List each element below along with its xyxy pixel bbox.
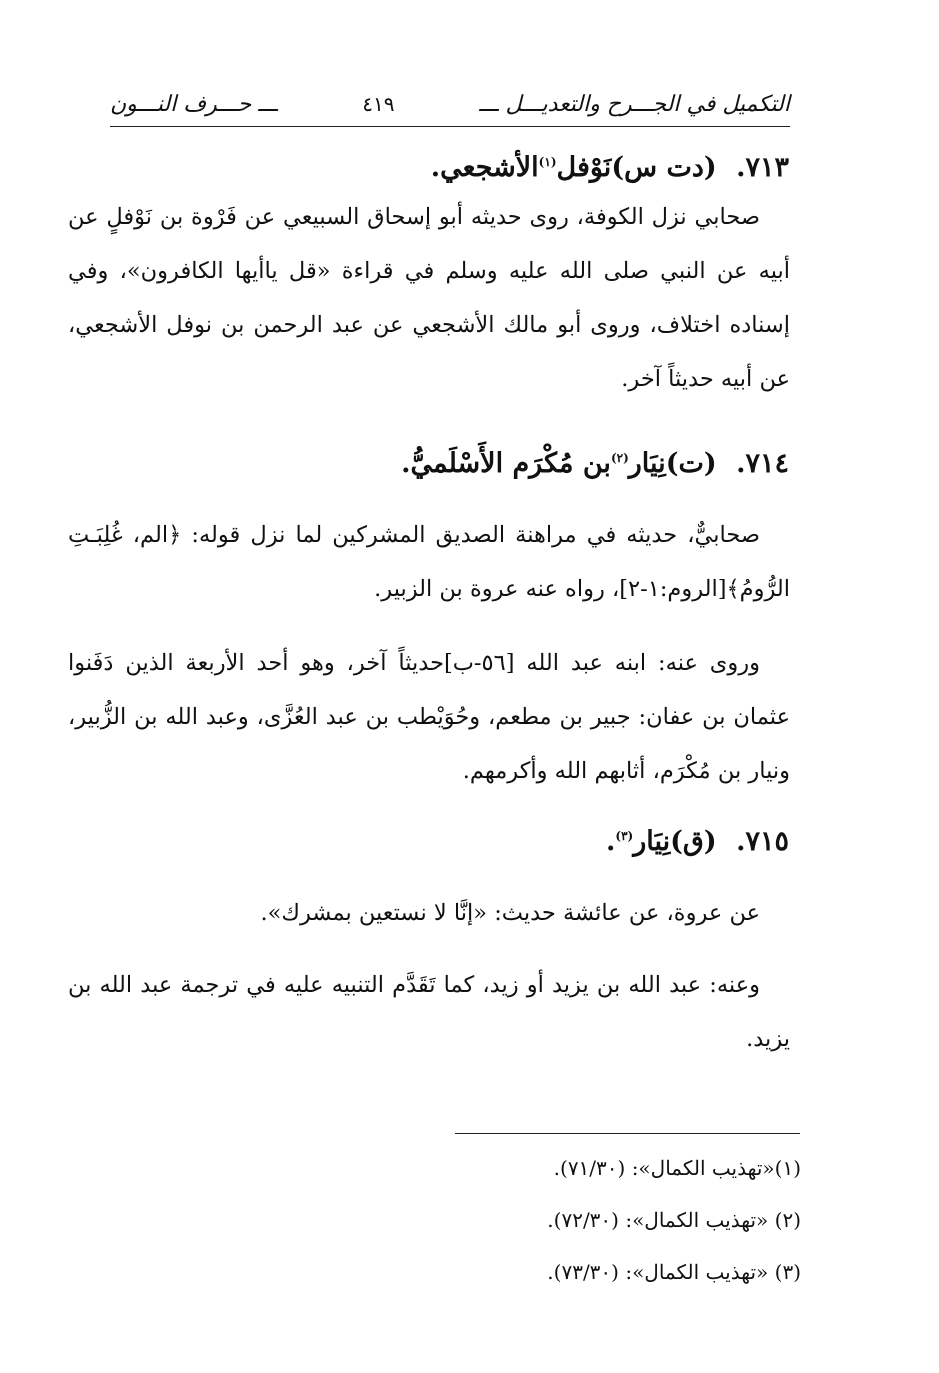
entry-name-rest: . <box>606 826 616 857</box>
footnotes <box>547 1148 801 1304</box>
entry-name-rest: بن مُكْرَم الأَسْلَميُّ. <box>401 448 611 479</box>
entry-title-714 <box>401 448 789 479</box>
entry-number: ٧١٥. <box>736 826 789 857</box>
entry-paragraph: وعنه: عبد الله بن يزيد أو زيد، كما تَقَدَّم التنبيه عليه في ترجمة عبد الله بن يزيد. <box>68 972 790 1052</box>
header-page-number: ٤١٩ <box>362 92 395 116</box>
entry-name-rest: الأشجعي. <box>430 152 539 183</box>
entry-title-713 <box>431 152 789 183</box>
footnote-item: (١)«تهذيب الكمال»: (٧١/٣٠). <box>553 1156 801 1180</box>
entry-paragraph: عن عروة، عن عائشة حديث: «إنَّا لا نستعين بمشرك». <box>260 900 760 926</box>
header-section: ـــ حـــرف النـــون <box>110 91 278 117</box>
footnote-item: (٣) «تهذيب الكمال»: (٧٣/٣٠). <box>547 1260 801 1284</box>
footnote-marker: (٣) <box>615 829 634 843</box>
header-book-title: التكميل في الجـــرح والتعديـــل ـــ <box>479 91 790 117</box>
entry-name: (ق)نِيَار <box>633 826 717 857</box>
entry-number: ٧١٣. <box>736 152 789 183</box>
running-header <box>110 82 790 127</box>
entry-name: (ت)نِيَار <box>628 448 717 479</box>
entry-name: (دت س)نَوْفل <box>556 152 717 183</box>
entry-paragraph: صحابيٌّ، حديثه في مراهنة الصديق المشركين لما نزل قوله: ﴿الم، غُلِبَـتِ الرُّومُ﴾[الروم:١-٢]، رواه عنه عروة بن الزبير. <box>68 522 790 602</box>
entry-title-715 <box>606 826 789 857</box>
entry-paragraph: صحابي نزل الكوفة، روى حديثه أبو إسحاق السبيعي عن فَرْوة بن نَوْفلٍ عن أبيه عن النبي صلى الله عليه وسلم في قراءة «قل ياأيها الكافرون»، وفي إسناده اختلاف، وروى أبو مالك الأشجعي عن عبد الرحمن بن نوفل الأشجعي، عن أبيه حديثاً آخر. <box>68 204 790 392</box>
footnote-marker: (٢) <box>610 451 629 465</box>
footnote-marker: (١) <box>538 155 557 169</box>
entry-number: ٧١٤. <box>736 448 789 479</box>
footnote-divider <box>455 1133 800 1134</box>
footnote-item: (٢) «تهذيب الكمال»: (٧٢/٣٠). <box>547 1208 801 1232</box>
entry-paragraph: وروى عنه: ابنه عبد الله [٥٦-ب]حديثاً آخر، وهو أحد الأربعة الذين دَفَنوا عثمان بن عفان: جبير بن مطعم، وحُوَيْطب بن عبد العُزَّى، وعبد الله بن الزُّبير، ونيار بن مُكْرَم، أثابهم الله وأكرمهم. <box>68 650 790 784</box>
